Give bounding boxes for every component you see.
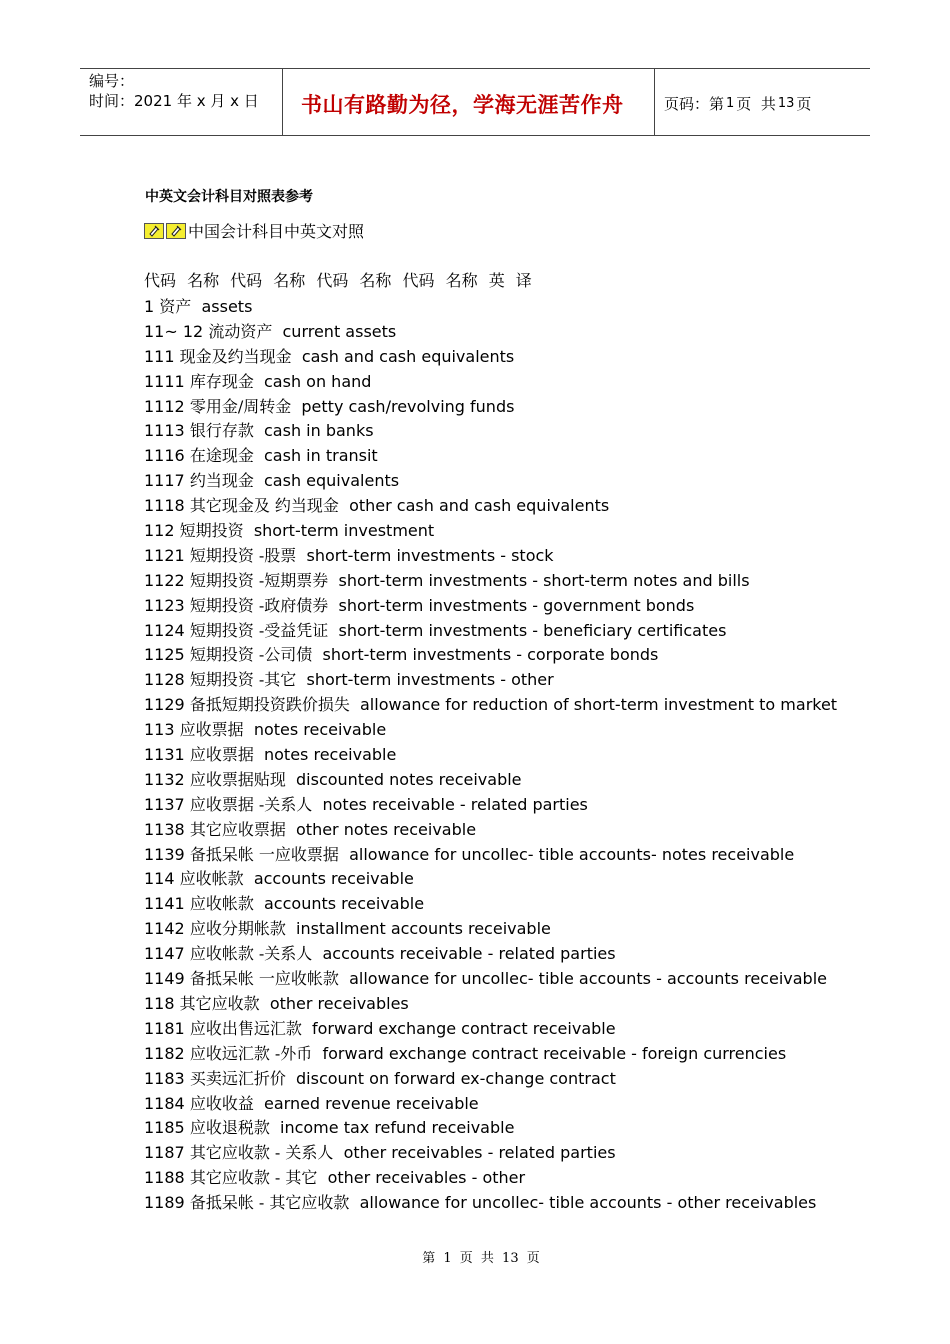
page-total: 13 [777, 95, 795, 111]
list-item [144, 594, 837, 619]
account-name-en: income tax refund receivable [280, 1118, 515, 1138]
list-item [144, 444, 837, 469]
list-item [144, 370, 837, 395]
account-name-zh: 短期投资 -受益凭证 [189, 620, 329, 640]
account-name-zh: 应收票据贴现 [189, 769, 286, 789]
account-name-zh: 备抵呆帐 - 其它应收款 [189, 1193, 350, 1213]
list-item [144, 1042, 837, 1067]
account-code: 111 [144, 346, 175, 366]
list-item [144, 1116, 837, 1141]
account-code: 1188 [144, 1168, 185, 1188]
account-code: 1138 [144, 819, 185, 839]
number-label: 编号： [89, 72, 135, 90]
list-item [144, 569, 837, 594]
account-name-en: short-term investments - corporate bonds [322, 645, 659, 665]
account-code: 1181 [144, 1018, 185, 1038]
account-name-zh: 零用金/周转金 [189, 396, 292, 416]
account-name-en: cash equivalents [264, 471, 400, 491]
account-code: 1113 [144, 421, 185, 441]
header-page-info [655, 69, 870, 135]
account-name-en: accounts receivable - related parties [322, 944, 616, 964]
account-name-zh: 应收帐款 [179, 869, 244, 889]
account-name-en: allowance for uncollec- tible accounts- notes receivable [349, 844, 795, 864]
list-item [144, 942, 837, 967]
account-name-zh: 库存现金 [189, 371, 254, 391]
account-code: 1184 [144, 1093, 185, 1113]
account-code: 1125 [144, 645, 185, 665]
account-code: 1147 [144, 944, 185, 964]
page-footer: 第 1 页 共 13 页 [422, 1251, 540, 1266]
account-name-zh: 应收票据 [189, 745, 254, 765]
account-name-zh: 买卖远汇折价 [189, 1068, 286, 1088]
list-item [144, 668, 837, 693]
account-name-en: cash and cash equivalents [301, 346, 515, 366]
list-item [144, 643, 837, 668]
list-item [144, 693, 837, 718]
account-code: 1187 [144, 1143, 185, 1163]
entry-container [144, 295, 837, 1216]
list-item [144, 818, 837, 843]
account-name-zh: 应收票据 [179, 720, 244, 740]
link-icon [144, 223, 164, 239]
account-code: 1141 [144, 894, 185, 914]
account-code: 1185 [144, 1118, 185, 1138]
page-header [80, 68, 870, 136]
list-item [144, 917, 837, 942]
account-name-zh: 其它应收款 - 其它 [189, 1168, 318, 1188]
list-item [144, 967, 837, 992]
account-code: 1111 [144, 371, 185, 391]
list-item [144, 1092, 837, 1117]
account-code: 1128 [144, 670, 185, 690]
page-prefix: 页码：第 [664, 94, 725, 113]
time-label: 时间：2021 年 x 月 x 日 [89, 92, 259, 110]
list-item [144, 345, 837, 370]
list-item [144, 768, 837, 793]
account-name-zh: 银行存款 [189, 421, 254, 441]
account-name-en: short-term investments - short-term notes and bills [338, 570, 750, 590]
account-list [144, 269, 837, 1216]
account-name-en: allowance for uncollec- tible accounts - accounts receivable [349, 969, 827, 989]
page-current: 1 [726, 95, 735, 111]
account-code: 1 [144, 297, 155, 316]
list-item [144, 395, 837, 420]
account-code: 1142 [144, 919, 185, 939]
account-code: 1132 [144, 769, 185, 789]
account-name-en: discounted notes receivable [296, 769, 522, 789]
page-mid: 页 共 [736, 94, 776, 113]
account-name-zh: 备抵呆帐 一应收帐款 [189, 969, 339, 989]
account-code: 1129 [144, 695, 185, 715]
account-code: 1121 [144, 545, 185, 565]
account-name-en: current assets [282, 321, 397, 341]
motto-text: 书山有路勤为径，学海无涯苦作舟 [301, 93, 624, 117]
account-code: 1182 [144, 1043, 185, 1063]
subtitle-row [144, 219, 364, 242]
list-item [144, 519, 837, 544]
account-name-en: cash in transit [264, 446, 378, 466]
account-name-zh: 其它应收票据 [189, 819, 286, 839]
account-name-zh: 其它应收款 [179, 993, 260, 1013]
account-name-en: short-term investments - government bonds [338, 595, 695, 615]
account-name-en: accounts receivable [253, 869, 414, 889]
column-header: 代码 名称 代码 名称 代码 名称 代码 名称 英 译 [144, 271, 532, 290]
list-item [144, 419, 837, 444]
account-name-zh: 短期投资 -公司债 [189, 645, 313, 665]
list-item [144, 295, 837, 320]
account-name-zh: 备抵呆帐 一应收票据 [189, 844, 339, 864]
subtitle-text: 中国会计科目中英文对照 [188, 222, 365, 241]
list-item [144, 1166, 837, 1191]
list-item [144, 793, 837, 818]
account-name-en: other receivables [269, 993, 409, 1013]
account-name-en: allowance for uncollec- tible accounts - other receivables [359, 1193, 817, 1213]
list-item [144, 320, 837, 345]
account-code: 1116 [144, 446, 185, 466]
account-code: 118 [144, 993, 175, 1013]
account-code: 1122 [144, 570, 185, 590]
account-name-en: assets [201, 297, 253, 316]
list-item [144, 743, 837, 768]
account-name-en: short-term investments - stock [306, 545, 554, 565]
list-item [144, 892, 837, 917]
account-name-en: notes receivable [253, 720, 387, 740]
account-name-en: other receivables - related parties [343, 1143, 616, 1163]
account-name-zh: 应收票据 -关系人 [189, 794, 313, 814]
account-code: 114 [144, 869, 175, 889]
page-suffix: 页 [796, 94, 812, 113]
account-name-en: short-term investments - other [306, 670, 554, 690]
account-name-en: other cash and cash equivalents [349, 496, 610, 516]
account-name-en: short-term investment [253, 521, 435, 541]
account-code: 1118 [144, 496, 185, 516]
account-name-zh: 短期投资 -股票 [189, 545, 297, 565]
account-name-en: notes receivable - related parties [322, 794, 588, 814]
account-code: 1112 [144, 396, 185, 416]
account-name-zh: 在途现金 [189, 446, 254, 466]
list-item [144, 718, 837, 743]
account-name-zh: 短期投资 -短期票券 [189, 570, 329, 590]
header-meta [80, 69, 282, 135]
list-item [144, 1191, 837, 1216]
account-name-zh: 现金及约当现金 [179, 346, 292, 366]
account-name-zh: 备抵短期投资跌价损失 [189, 695, 350, 715]
account-name-zh: 其它应收款 - 关系人 [189, 1143, 334, 1163]
account-name-en: short-term investments - beneficiary certificates [338, 620, 727, 640]
header-motto [282, 69, 655, 135]
account-name-zh: 约当现金 [189, 471, 254, 491]
account-code: 1149 [144, 969, 185, 989]
account-name-zh: 应收帐款 [189, 894, 254, 914]
account-name-zh: 应收收益 [189, 1093, 254, 1113]
account-name-en: forward exchange contract receivable [312, 1018, 616, 1038]
account-name-en: installment accounts receivable [296, 919, 551, 939]
account-code: 1137 [144, 794, 185, 814]
account-name-zh: 应收远汇款 -外币 [189, 1043, 313, 1063]
account-code: 1124 [144, 620, 185, 640]
account-name-en: notes receivable [264, 745, 397, 765]
account-name-en: allowance for reduction of short-term investment to market [360, 695, 838, 715]
account-code: 1123 [144, 595, 185, 615]
account-name-zh: 短期投资 [179, 521, 244, 541]
account-name-en: other receivables - other [327, 1168, 526, 1188]
list-item [144, 1067, 837, 1092]
list-item [144, 1141, 837, 1166]
account-code: 1139 [144, 844, 185, 864]
account-name-zh: 资产 [159, 297, 192, 316]
list-item [144, 867, 837, 892]
account-code: 112 [144, 521, 175, 541]
account-code: 113 [144, 720, 175, 740]
account-name-zh: 应收出售远汇款 [189, 1018, 302, 1038]
account-name-en: cash on hand [264, 371, 372, 391]
account-name-zh: 短期投资 -政府债券 [189, 595, 329, 615]
account-name-en: cash in banks [264, 421, 374, 441]
document-title: 中英文会计科目对照表参考 [145, 189, 313, 205]
account-name-zh: 应收分期帐款 [189, 919, 286, 939]
account-code: 11~ 12 [144, 321, 204, 341]
account-name-zh: 其它现金及 约当现金 [189, 496, 339, 516]
account-name-zh: 短期投资 -其它 [189, 670, 297, 690]
account-name-en: forward exchange contract receivable - foreign currencies [322, 1043, 787, 1063]
list-item [144, 544, 837, 569]
list-item [144, 992, 837, 1017]
account-code: 1117 [144, 471, 185, 491]
account-name-en: earned revenue receivable [264, 1093, 479, 1113]
list-item [144, 619, 837, 644]
account-name-zh: 应收退税款 [189, 1118, 270, 1138]
list-item [144, 494, 837, 519]
account-name-en: discount on forward ex-change contract [296, 1068, 616, 1088]
account-code: 1183 [144, 1068, 185, 1088]
account-name-en: accounts receivable [264, 894, 425, 914]
account-name-zh: 流动资产 [208, 321, 273, 341]
list-item [144, 843, 837, 868]
list-item [144, 1017, 837, 1042]
account-name-zh: 应收帐款 -关系人 [189, 944, 313, 964]
list-item [144, 469, 837, 494]
account-code: 1189 [144, 1193, 185, 1213]
account-code: 1131 [144, 745, 185, 765]
account-name-en: other notes receivable [296, 819, 477, 839]
account-name-en: petty cash/revolving funds [301, 396, 515, 416]
link-icon [166, 223, 186, 239]
